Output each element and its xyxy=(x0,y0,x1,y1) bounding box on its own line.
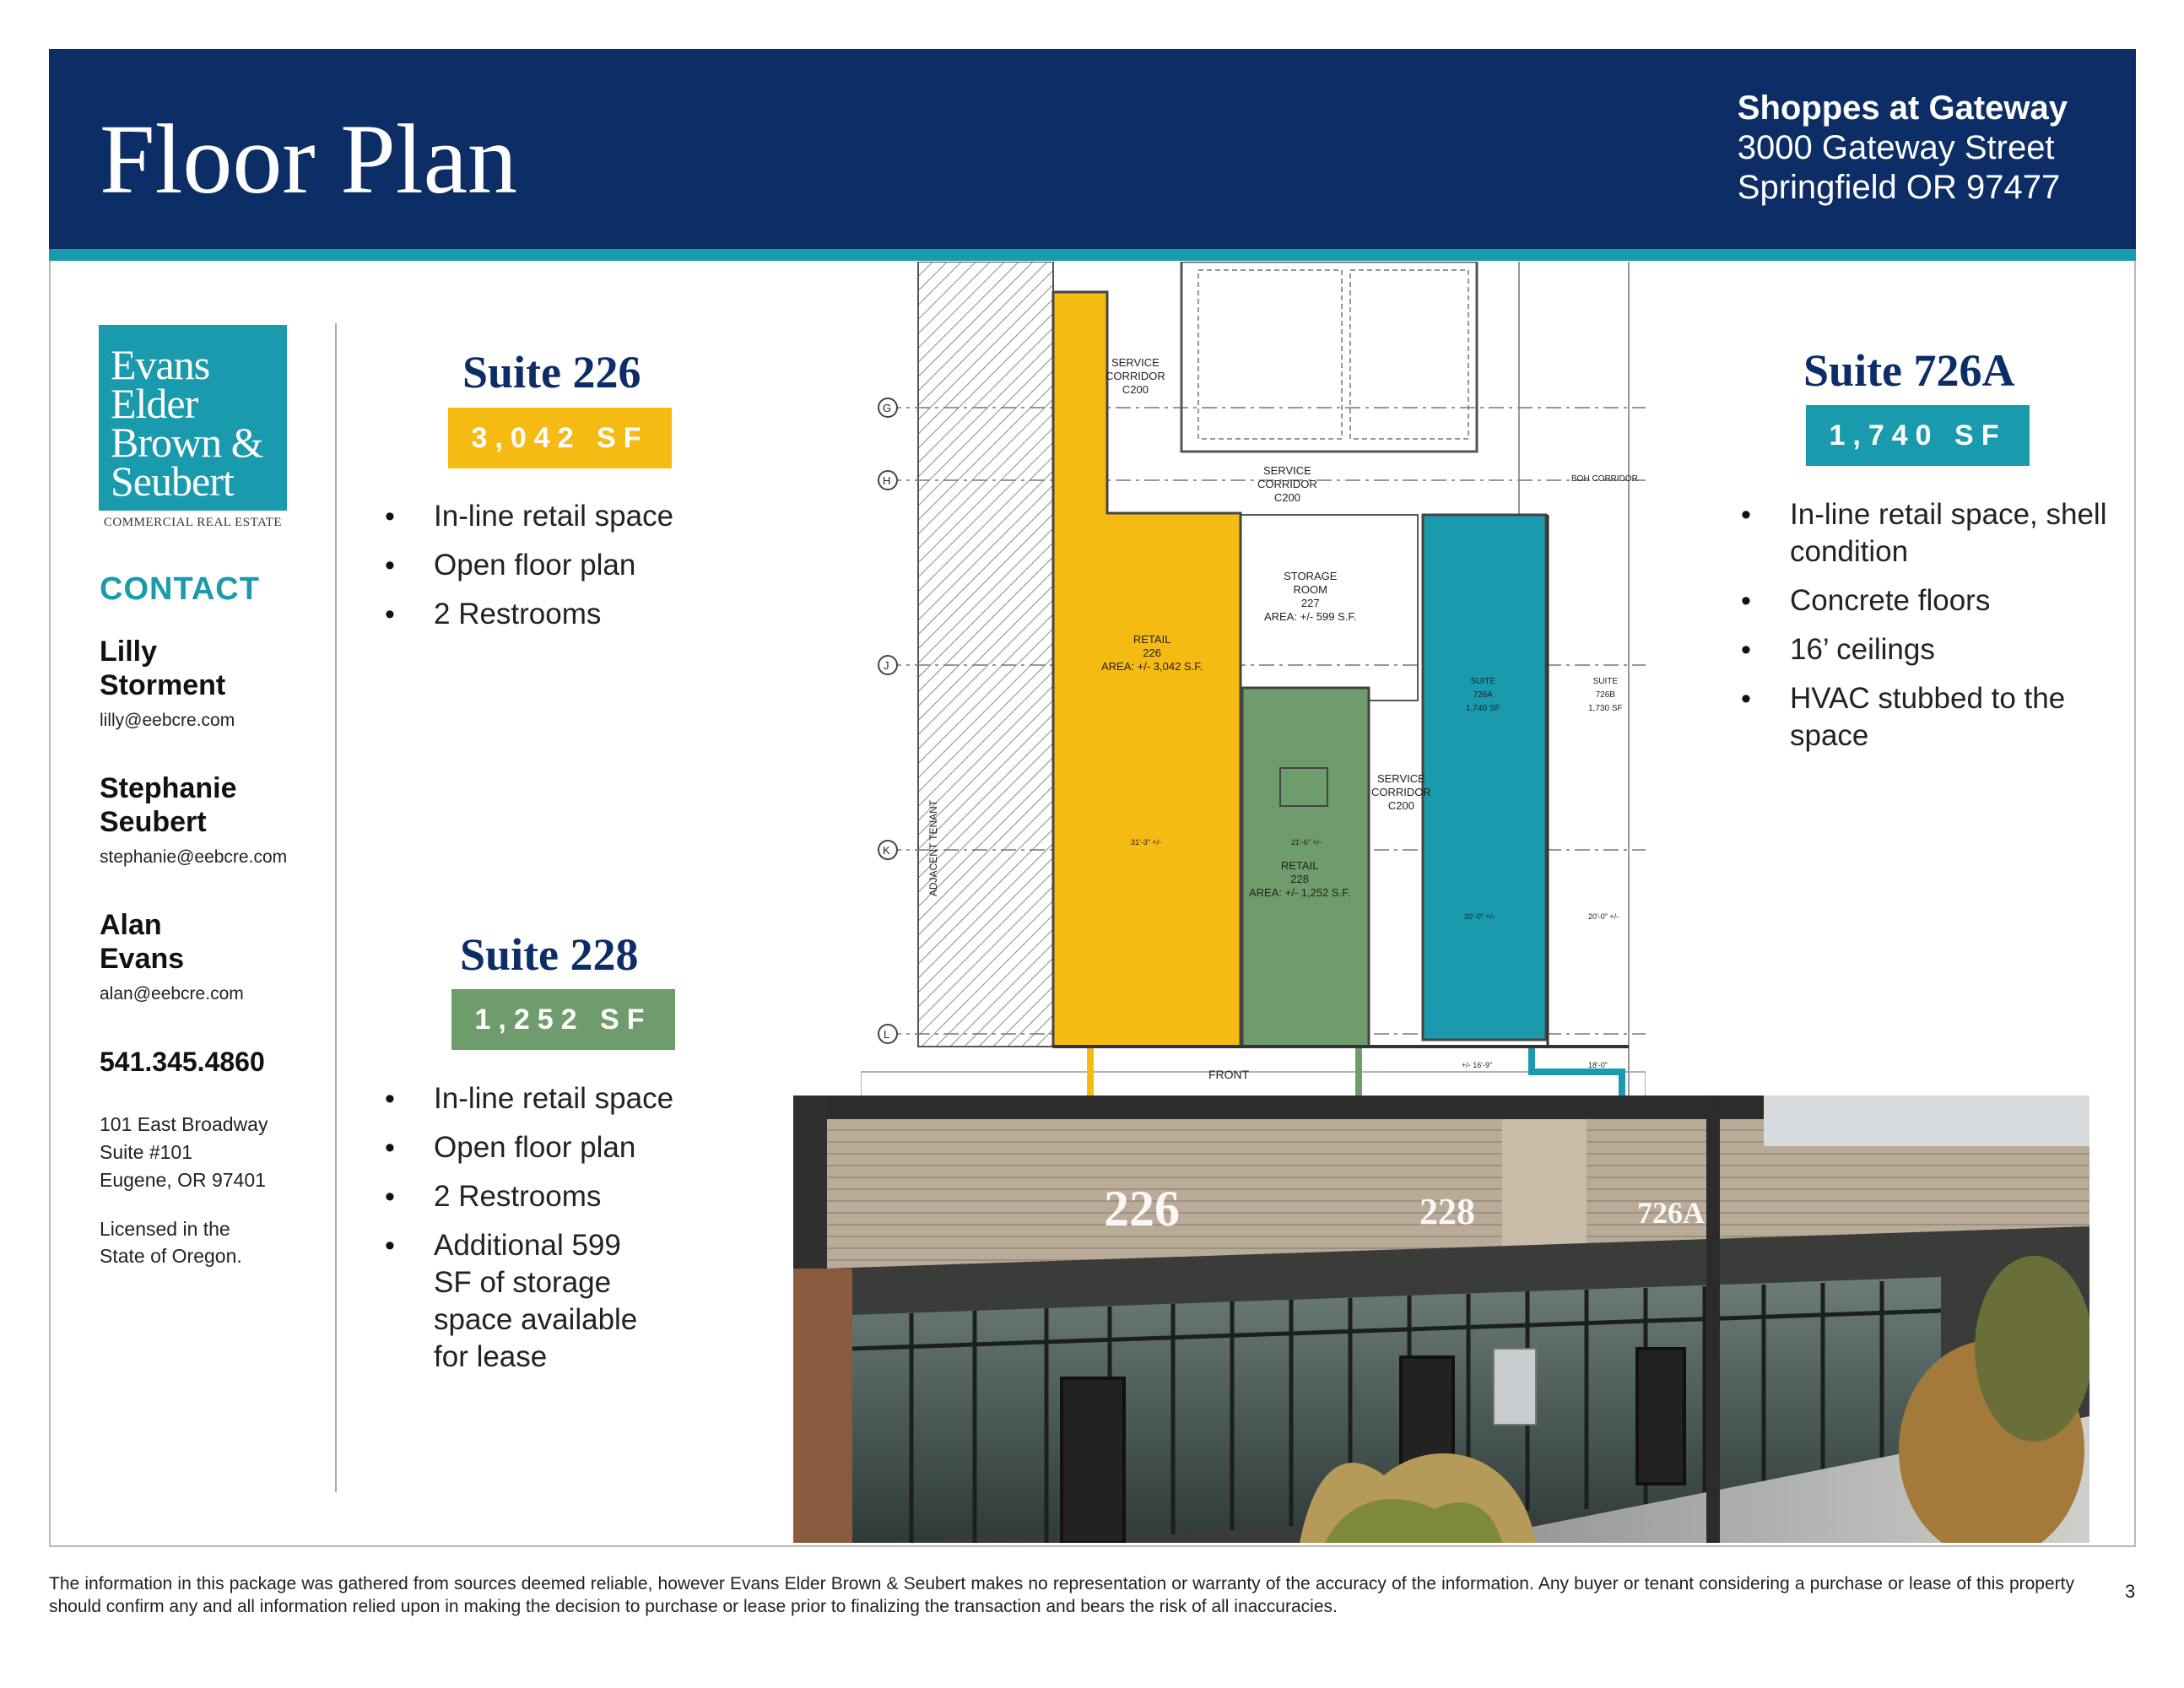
property-name: Shoppes at Gateway xyxy=(1737,89,2068,127)
feature-item: • 2 Restrooms xyxy=(385,596,739,633)
photo-label-226: 226 xyxy=(1104,1181,1180,1236)
company-logo xyxy=(99,325,287,511)
agent-email[interactable]: alan@eebcre.com xyxy=(100,984,244,1004)
photo-label-726a: 726A xyxy=(1637,1196,1705,1230)
service-corridor-label: SERVICE CORRIDOR C200 xyxy=(1106,356,1165,396)
grid-label: J xyxy=(884,659,889,672)
contact-heading: CONTACT xyxy=(100,571,260,607)
suite-726a-plan-label: SUITE 726A 1,740 SF xyxy=(1466,677,1500,713)
feature-item: • HVAC stubbed to the space xyxy=(1741,680,2112,755)
office-line: Eugene, OR 97401 xyxy=(100,1169,266,1191)
dimension-label: +/- 16'-9" xyxy=(1462,1061,1493,1069)
dimension-label: 18'-0" xyxy=(1588,1061,1608,1069)
service-corridor-label: SERVICE CORRIDOR C200 xyxy=(1257,464,1317,504)
feature-item: • Open floor plan xyxy=(385,1129,739,1166)
logo-line: Elder xyxy=(111,380,198,427)
logo-line: Seubert xyxy=(111,457,234,505)
feature-item: • Concrete floors xyxy=(1741,582,2112,619)
grid-label: L xyxy=(884,1028,890,1041)
agent-name xyxy=(100,635,225,702)
disclaimer: The information in this package was gathered from sources deemed reliable, however Evans Elder Brown & Seubert makes no representation or warranty of the accuracy of the information. Any buyer or tenant considering a purchase or lease of this property should confirm any and all information relied upon in making the decision to purchase or lease prior to finalizing the transaction and bears the risk of all inaccuracies. xyxy=(49,1574,2074,1616)
license-line: Licensed in the xyxy=(100,1218,230,1240)
grid-bubbles xyxy=(878,398,897,1043)
adjacent-tenant-label: ADJACENT TENANT xyxy=(927,799,939,897)
agent-first-name: Lilly xyxy=(100,636,158,668)
suite-228-title: Suite 228 xyxy=(460,929,639,980)
license-line: State of Oregon. xyxy=(100,1245,242,1267)
sidebar-divider xyxy=(335,323,337,1492)
retail-226-label: RETAIL 226 AREA: +/- 3,042 S.F. xyxy=(1101,633,1203,673)
suite-226-title: Suite 226 xyxy=(462,347,641,398)
suite-726b-plan-label: SUITE 726B 1,730 SF xyxy=(1588,677,1623,713)
feature-item: • In-line retail space xyxy=(385,1080,739,1117)
feature-item: • 16’ ceilings xyxy=(1741,631,2112,668)
suite-228-features xyxy=(385,1080,739,1388)
page-number: 3 xyxy=(2125,1581,2136,1602)
suite-226-features xyxy=(385,498,739,645)
grid-label: K xyxy=(883,844,890,857)
feature-item: • In-line retail space, shell condition xyxy=(1741,496,2112,571)
adjacent-tenant-hatch xyxy=(918,262,1053,1047)
storefront-illustration xyxy=(793,1096,2089,1543)
boh-corridor-label: BOH CORRIDOR xyxy=(1571,474,1638,484)
agent-first-name: Alan xyxy=(100,909,162,941)
suite-726a-area xyxy=(1423,515,1546,1040)
grid-label: H xyxy=(883,474,891,487)
feature-item: • 2 Restrooms xyxy=(385,1178,739,1215)
retail-228-label: RETAIL 228 AREA: +/- 1,252 S.F. xyxy=(1249,859,1351,899)
floor-plan-drawing xyxy=(861,262,1646,1097)
floor-plan xyxy=(861,262,1646,1097)
phone-number[interactable]: 541.345.4860 xyxy=(100,1047,265,1077)
agent-first-name: Stephanie xyxy=(100,772,237,804)
dimension-label: 20'-0" +/- xyxy=(1464,912,1495,921)
agent-email[interactable]: lilly@eebcre.com xyxy=(100,711,235,730)
dimension-label: 31'-3" +/- xyxy=(1131,838,1162,847)
property-address xyxy=(1738,89,2068,208)
agent-last-name: Storment xyxy=(100,669,226,701)
office-line: 101 East Broadway xyxy=(100,1113,268,1135)
feature-item: • Additional 599 SF of storage space available for lease xyxy=(385,1227,663,1376)
suite-726a-title: Suite 726A xyxy=(1803,345,2015,396)
feature-item: • In-line retail space xyxy=(385,498,739,535)
address-line-2: Springfield OR 97477 xyxy=(1737,169,2061,206)
license-note xyxy=(100,1215,242,1269)
logo-line: Evans xyxy=(111,341,210,388)
storefront-photo xyxy=(793,1096,2089,1543)
dimension-label: 20'-0" +/- xyxy=(1588,912,1619,921)
agent-name xyxy=(100,771,236,839)
feature-item: • Open floor plan xyxy=(385,547,739,584)
address-line-1: 3000 Gateway Street xyxy=(1737,129,2055,166)
front-label: FRONT xyxy=(1208,1068,1250,1081)
service-corridor-label: SERVICE CORRIDOR C200 xyxy=(1371,772,1431,812)
suite-228-sf-badge: 1,252 SF xyxy=(451,989,675,1050)
grid-label: G xyxy=(883,402,892,414)
suite-726a-sf-badge: 1,740 SF xyxy=(1806,405,2030,466)
office-address xyxy=(100,1111,268,1194)
header-accent-stripe xyxy=(49,249,2136,261)
dimension-label: 21'-6" +/- xyxy=(1291,838,1322,847)
page-title: Floor Plan xyxy=(100,104,517,214)
agent-email[interactable]: stephanie@eebcre.com xyxy=(100,847,288,867)
office-line: Suite #101 xyxy=(100,1141,192,1163)
suite-726a-features xyxy=(1741,496,2112,766)
suite-226-sf-badge: 3,042 SF xyxy=(448,408,672,468)
logo-subtitle: COMMERCIAL REAL ESTATE xyxy=(103,516,283,529)
agent-last-name: Seubert xyxy=(100,806,207,838)
agent-name xyxy=(100,908,184,976)
photo-label-228: 228 xyxy=(1419,1191,1475,1232)
agent-last-name: Evans xyxy=(100,943,185,975)
suite-726a-leader-line xyxy=(1532,1048,1622,1097)
storage-room-label: STORAGE ROOM 227 AREA: +/- 599 S.F. xyxy=(1264,570,1357,623)
logo-line: Brown & xyxy=(111,419,263,466)
